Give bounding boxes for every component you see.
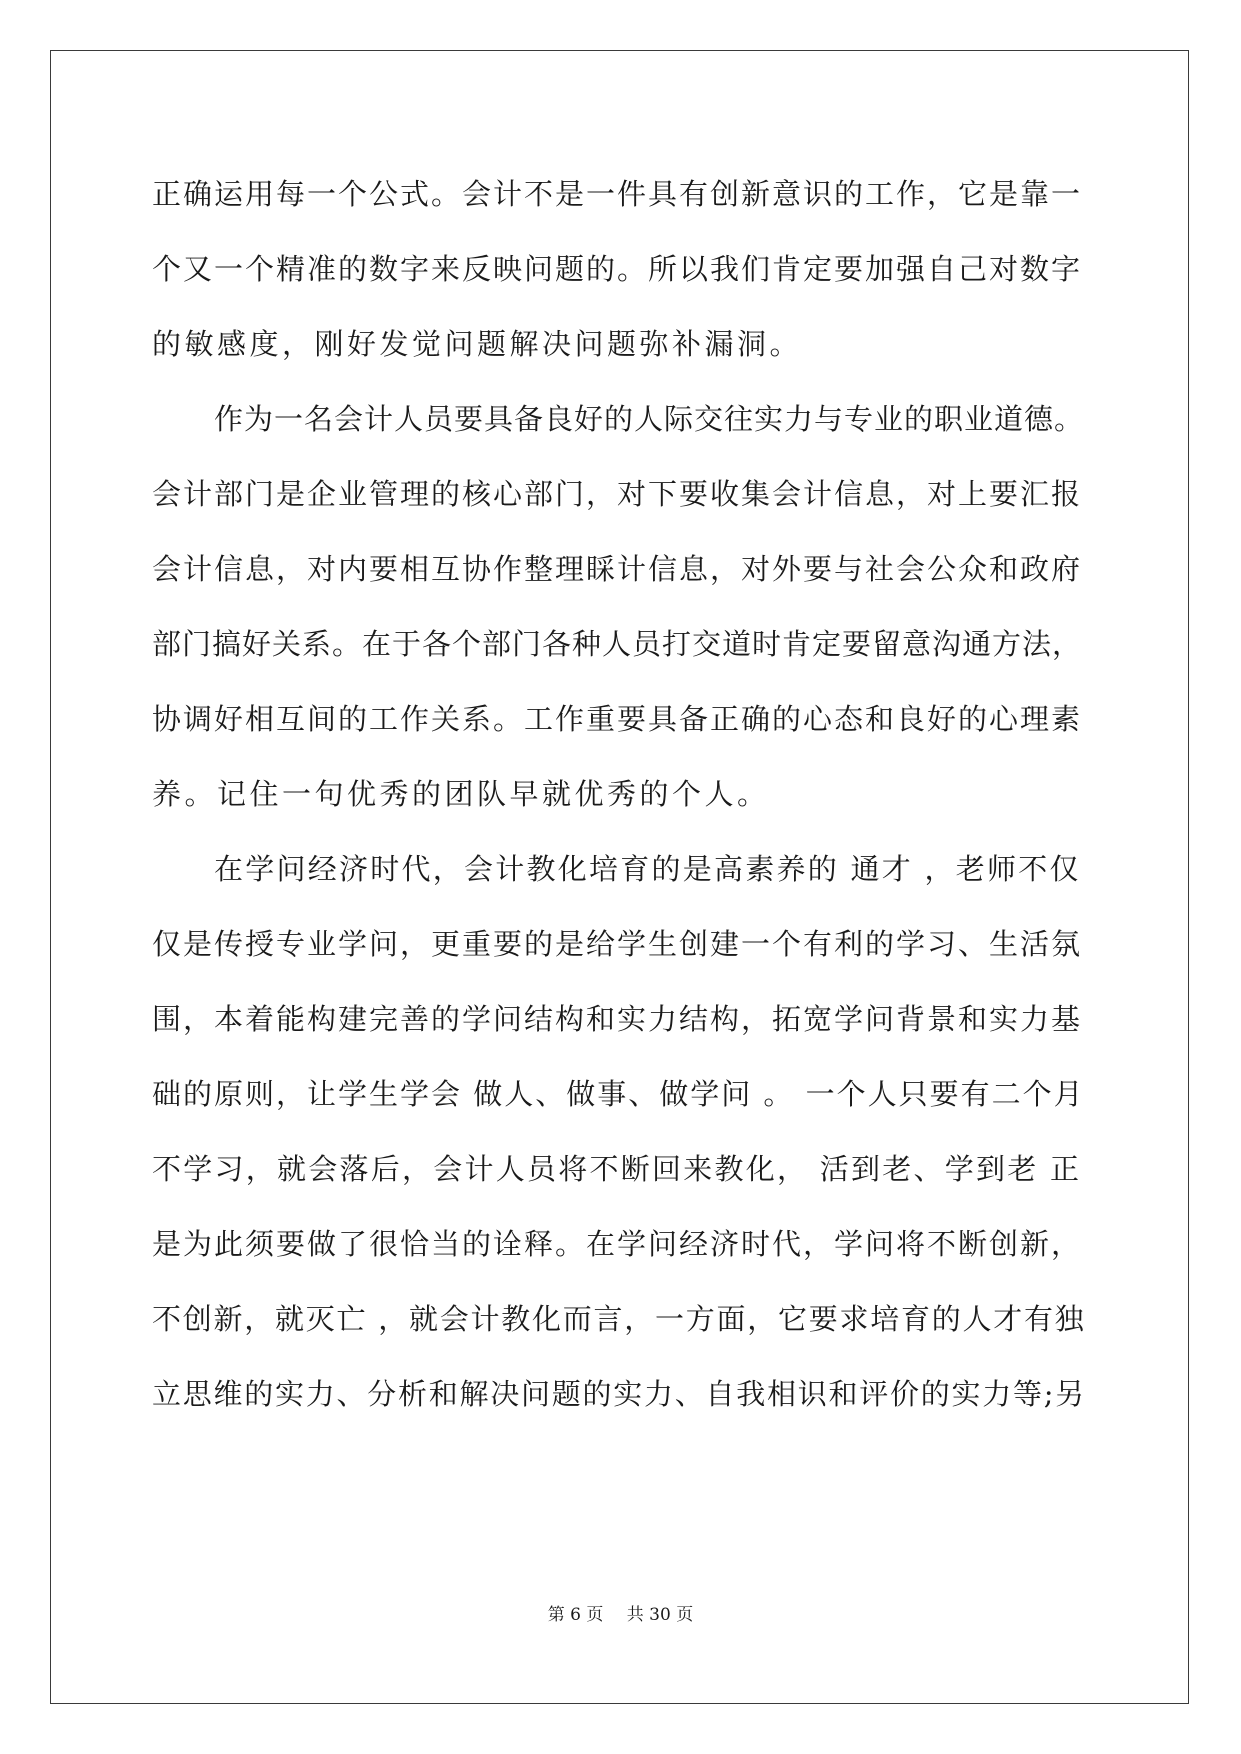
document-body (152, 157, 1087, 1432)
text-line: 不创新，就灭亡 ，就会计教化而言，一方面，它要求培育的人才有独 (152, 1302, 1086, 1336)
page-footer (0, 1600, 1241, 1625)
text-line: 是为此须要做了很恰当的诠释。在学问经济时代，学问将不断创新， (152, 1227, 1083, 1261)
paragraph-first-line: 作为一名会计人员要具备良好的人际交往实力与专业的职业道德。 (214, 402, 1085, 436)
text-line: 协调好相互间的工作关系。工作重要具备正确的心态和良好的心理素 (152, 702, 1083, 736)
text-line: 正确运用每一个公式。会计不是一件具有创新意识的工作，它是靠一 (152, 177, 1083, 211)
text-line: 部门搞好关系。在于各个部门各种人员打交道时肯定要留意沟通方法， (152, 627, 1083, 661)
text-line: 不学习，就会落后，会计人员将不断回来教化， 活到老、学到老 正 (152, 1152, 1082, 1186)
text-line: 养。记住一句优秀的团队早就优秀的个人。 (152, 777, 770, 811)
text-line: 仅是传授专业学问，更重要的是给学生创建一个有利的学习、生活氛 (152, 927, 1083, 961)
page-number: 第 6 页 (547, 1605, 604, 1625)
text-line: 的敏感度，刚好发觉问题解决问题弥补漏洞。 (152, 327, 803, 361)
paragraph-first-line: 在学问经济时代，会计教化培育的是高素养的 通才 ，老师不仅 (214, 852, 1081, 886)
text-line: 会计信息，对内要相互协作整理睬计信息，对外要与社会公众和政府 (152, 552, 1083, 586)
text-line: 会计部门是企业管理的核心部门，对下要收集会计信息，对上要汇报 (152, 477, 1083, 511)
text-line: 立思维的实力、分析和解决问题的实力、自我相识和评价的实力等;另 (152, 1377, 1087, 1411)
text-line: 础的原则，让学生学会 做人、做事、做学问 。 一个人只要有二个月 (152, 1077, 1085, 1111)
text-line: 围，本着能构建完善的学问结构和实力结构，拓宽学问背景和实力基 (152, 1002, 1083, 1036)
text-line: 个又一个精准的数字来反映问题的。所以我们肯定要加强自己对数字 (152, 252, 1083, 286)
total-pages: 共 30 页 (626, 1605, 694, 1625)
